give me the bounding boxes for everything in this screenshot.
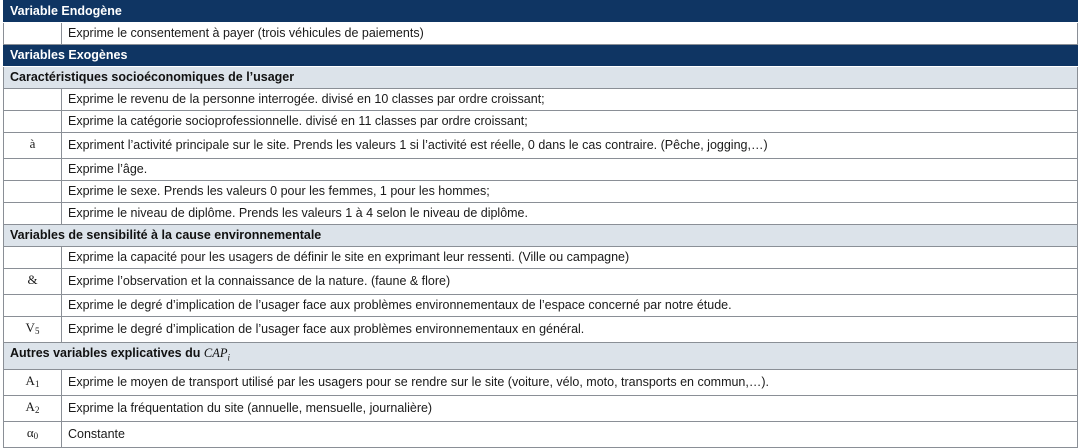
table-row xyxy=(4,159,1078,181)
variable-description: Expriment l’activité principale sur le site. Prends les valeurs 1 si l’activité est réelle, 0 dans le cas contraire. (Pêche, jogging,…) xyxy=(62,133,1078,159)
variable-description: Exprime le revenu de la personne interrogée. divisé en 10 classes par ordre croissant; xyxy=(62,89,1078,111)
cap-math-label: $CAP_i$ xyxy=(203,346,230,363)
variable-description: Exprime le degré d’implication de l’usager face aux problèmes environnementaux en général. xyxy=(62,317,1078,343)
table-row xyxy=(4,395,1078,421)
section-header-row xyxy=(4,67,1078,89)
variable-description: Exprime le consentement à payer (trois véhicules de paiements) xyxy=(62,23,1078,45)
variable-symbol: $\alpha_0$ xyxy=(4,421,62,447)
variable-symbol xyxy=(4,159,62,181)
table-row xyxy=(4,421,1078,447)
variable-description: Exprime la catégorie socioprofessionnelle. divisé en 11 classes par ordre croissant; xyxy=(62,111,1078,133)
variable-symbol xyxy=(4,89,62,111)
variable-symbol: & xyxy=(4,269,62,295)
variable-symbol: à xyxy=(4,133,62,159)
variable-symbol: $A_1$ xyxy=(4,369,62,395)
variable-symbol xyxy=(4,247,62,269)
table-row xyxy=(4,203,1078,225)
table-row xyxy=(4,269,1078,295)
variable-symbol xyxy=(4,111,62,133)
endogene-header: Variable Endogène xyxy=(4,1,1078,23)
exogenes-header: Variables Exogènes xyxy=(4,45,1078,67)
table-row xyxy=(4,89,1078,111)
section-title: Autres variables explicatives du $CAP_i$ xyxy=(4,343,1078,370)
section-header-row xyxy=(4,343,1078,370)
section-header-row xyxy=(4,225,1078,247)
variable-description: Exprime le niveau de diplôme. Prends les valeurs 1 à 4 selon le niveau de diplôme. xyxy=(62,203,1078,225)
variable-description: Exprime la fréquentation du site (annuelle, mensuelle, journalière) xyxy=(62,395,1078,421)
section-title: Caractéristiques socioéconomiques de l’usager xyxy=(4,67,1078,89)
variable-description: Exprime le degré d’implication de l’usager face aux problèmes environnementaux de l’espace concerné par notre étude. xyxy=(62,295,1078,317)
variable-symbol: $A_2$ xyxy=(4,395,62,421)
variable-description: Exprime le moyen de transport utilisé par les usagers pour se rendre sur le site (voiture, vélo, moto, transports en commun,…). xyxy=(62,369,1078,395)
variable-description: Exprime l’observation et la connaissance de la nature. (faune & flore) xyxy=(62,269,1078,295)
section-title: Variables de sensibilité à la cause environnementale xyxy=(4,225,1078,247)
variable-symbol xyxy=(4,203,62,225)
table-row xyxy=(4,181,1078,203)
table-row xyxy=(4,23,1078,45)
table-row xyxy=(4,133,1078,159)
variable-description: Exprime le sexe. Prends les valeurs 0 pour les femmes, 1 pour les hommes; xyxy=(62,181,1078,203)
variable-description: Exprime l’âge. xyxy=(62,159,1078,181)
table-row xyxy=(4,295,1078,317)
table-row xyxy=(4,317,1078,343)
variable-description: Exprime la capacité pour les usagers de définir le site en exprimant leur ressenti. (Ville ou campagne) xyxy=(62,247,1078,269)
table-row xyxy=(4,247,1078,269)
table-row xyxy=(4,369,1078,395)
variable-symbol xyxy=(4,23,62,45)
exogenes-header-row xyxy=(4,45,1078,67)
variables-table xyxy=(3,0,1078,448)
variable-symbol xyxy=(4,181,62,203)
variable-symbol xyxy=(4,295,62,317)
variable-description: Constante xyxy=(62,421,1078,447)
variable-symbol: $V_5$ xyxy=(4,317,62,343)
endogene-header-row xyxy=(4,1,1078,23)
table-row xyxy=(4,111,1078,133)
